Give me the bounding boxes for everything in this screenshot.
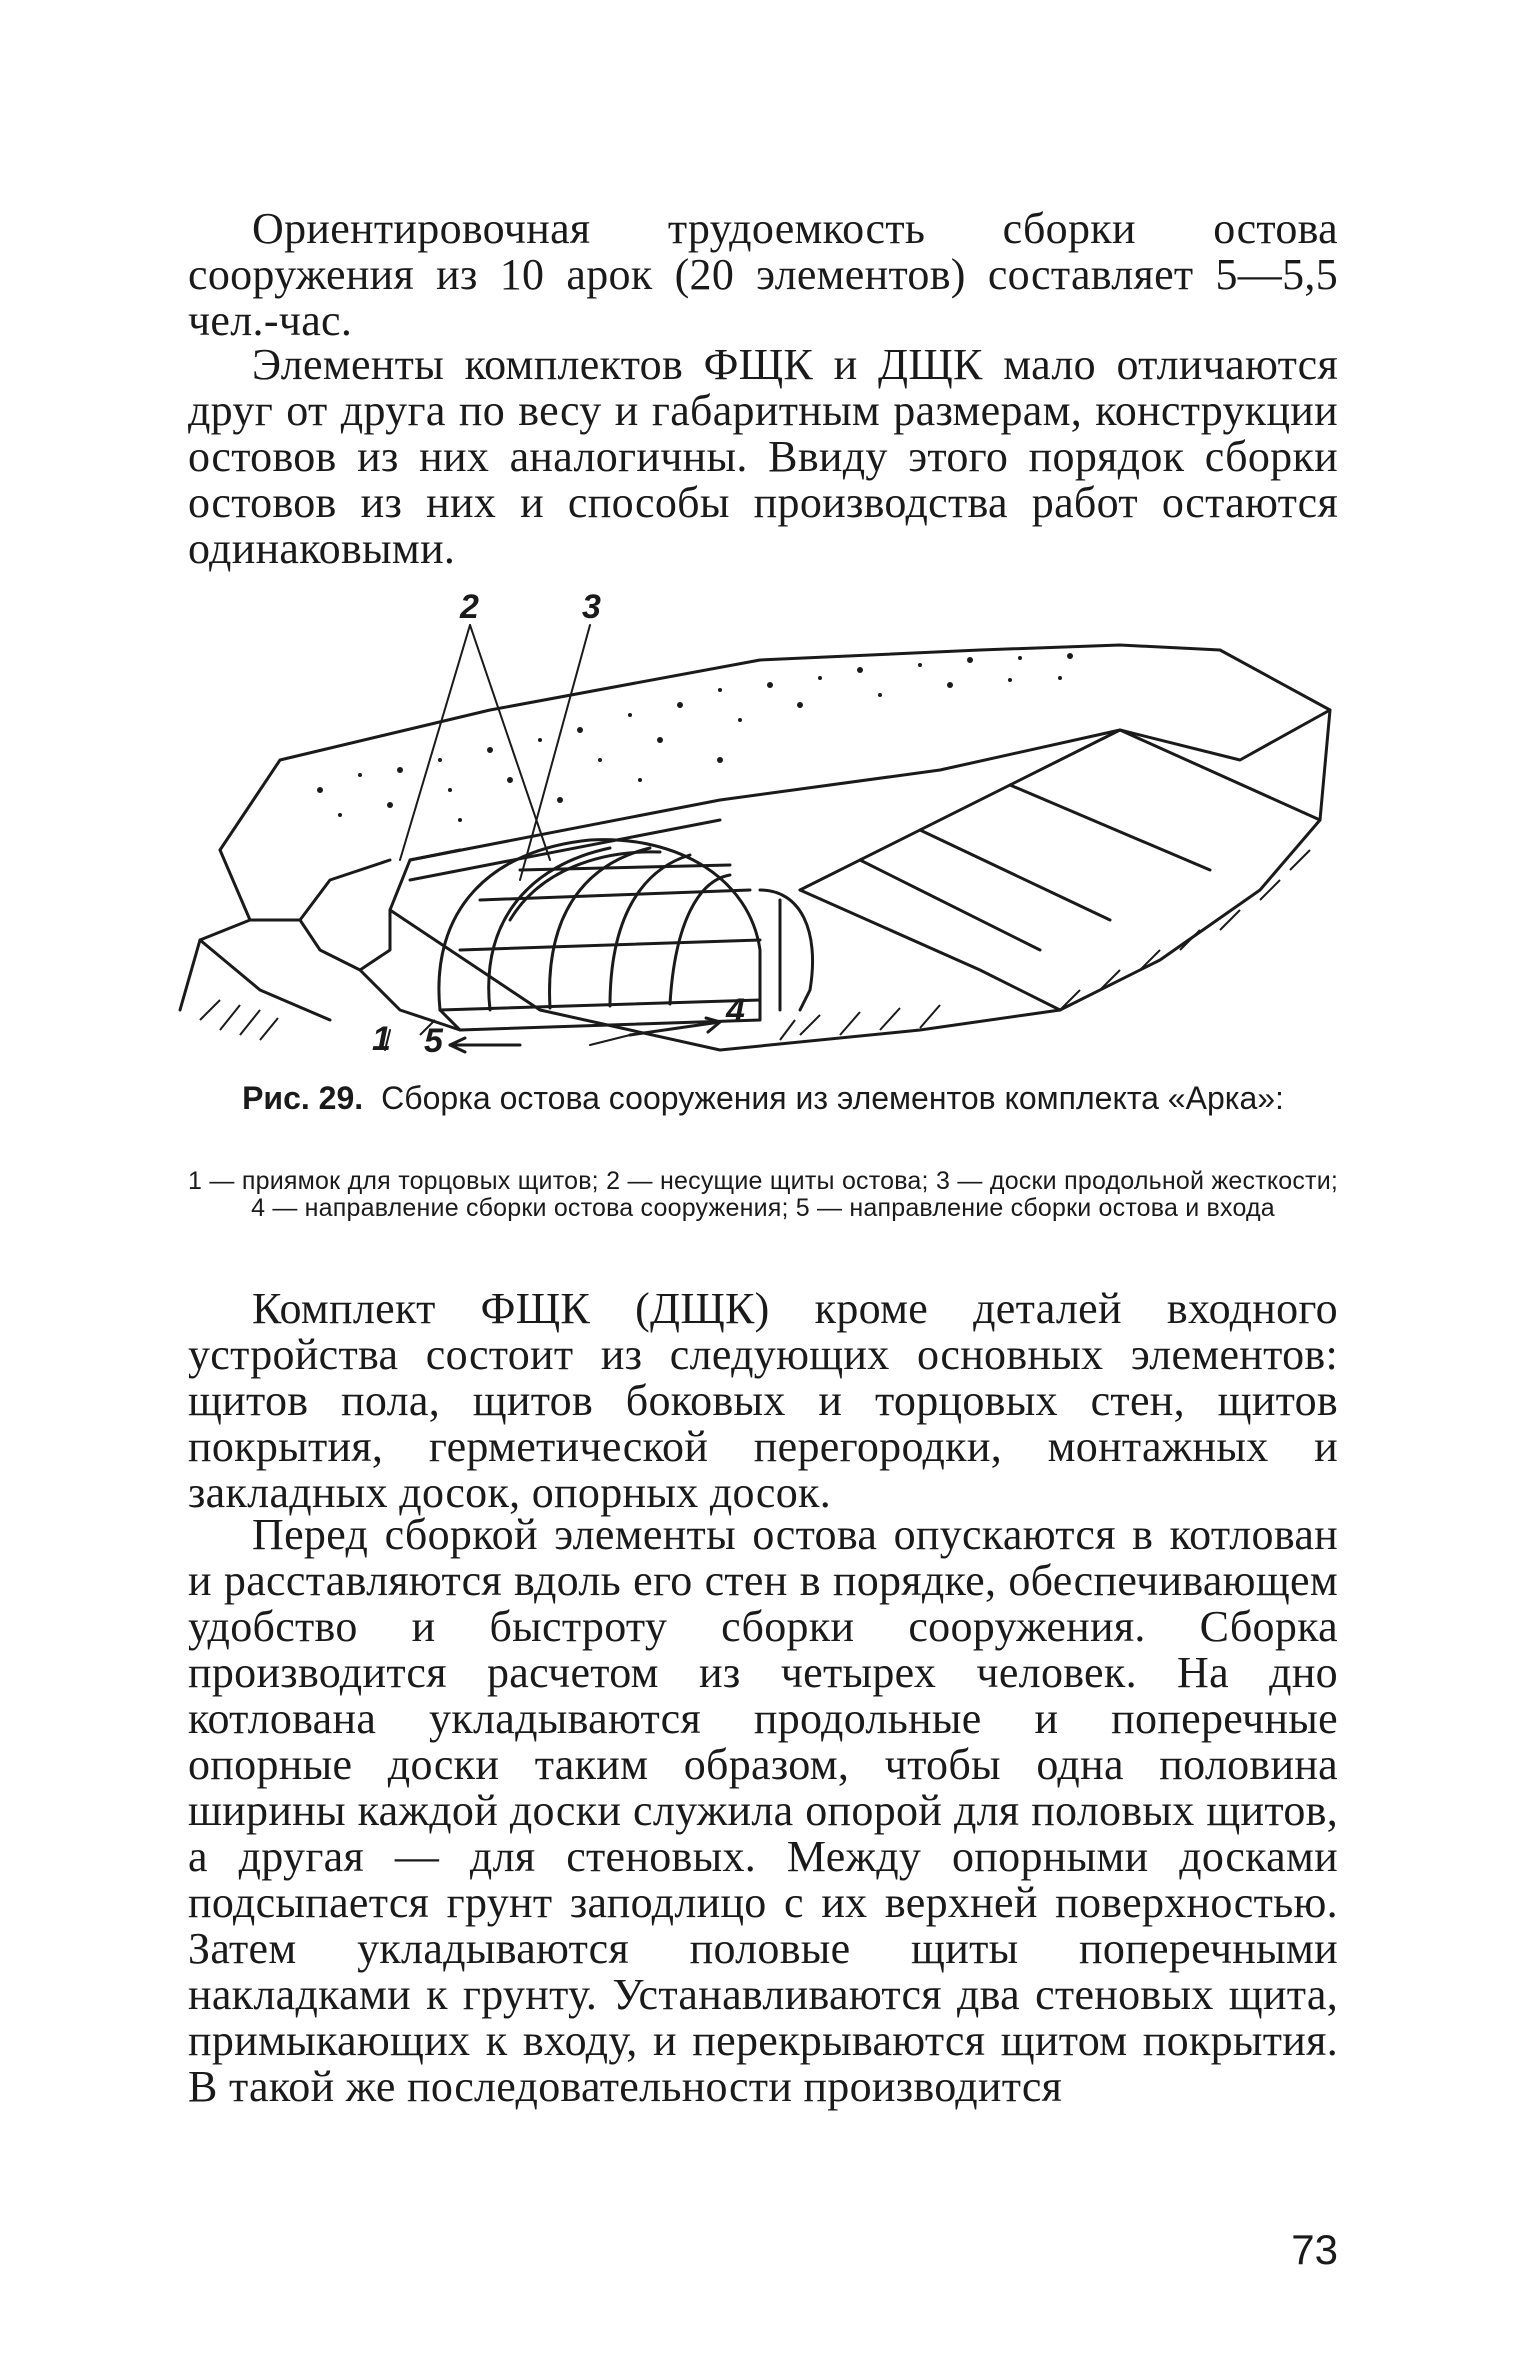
figure-arch-assembly <box>160 590 1360 1060</box>
figure-caption-text: Сборка остова сооружения из элементов комплекта «Арка»: <box>381 1080 1284 1116</box>
paragraph-kit-comparison: Элементы комплектов ФЩК и ДЩК мало отличаются друг от друга по весу и габаритным размерам, конструкции остовов из них аналогичны. Ввиду этого порядок сборки остовов из них и способы производства работ остаются одинаковыми. <box>188 340 1338 573</box>
leader-2b <box>470 625 550 860</box>
leader-2a <box>400 625 470 860</box>
label-4: 4 <box>726 992 745 1030</box>
paragraph-assembly-procedure: Перед сборкой элементы остова опускаются в котлован и расставляются вдоль его стен в порядке, обеспечивающем удобство и быстроту сборки сооружения. Сборка производится расчетом из четырех человек. На дно котлована укладываются продольные и поперечные опорные доски таким образом, чтобы одна половина ширины каждой доски служила опорой для половых щитов, а другая — для стеновых. Между опорными досками подсыпается грунт заподлицо с их верхней поверхностью. Затем укладываются половые щиты поперечными накладками к грунту. Устанавливаются два стеновых щита, примыкающих к входу, и перекрываются щитом покрытия. В такой же последовательности производится <box>188 1510 1338 2111</box>
figure-number: Рис. 29. <box>242 1080 364 1116</box>
label-1: 1 <box>372 1020 391 1058</box>
paragraph-labor-estimate: Ориентировочная трудоемкость сборки остова сооружения из 10 арок (20 элементов) составляет 5—5,5 чел.-час. <box>188 204 1338 345</box>
soil-mound <box>220 645 1330 1010</box>
label-5: 5 <box>424 1022 443 1060</box>
rigidity-boards <box>800 710 1330 890</box>
top-beam <box>410 730 1120 860</box>
arch-assembly-drawing <box>160 590 1360 1060</box>
paragraph-kit-components: Комплект ФЩК (ДЩК) кроме деталей входного устройства состоит из следующих основных элементов: щитов пола, щитов боковых и торцовых стен, щитов покрытия, герметической перегородки, монтажных и закладных досок, опорных досок. <box>188 1284 1338 1517</box>
label-2: 2 <box>460 588 479 626</box>
label-3: 3 <box>582 588 601 626</box>
figure-legend: 1 — приямок для торцовых щитов; 2 — несущие щиты остова; 3 — доски продольной жесткости; 4 — направление сборки остова сооружения; 5 — направление сборки остова и входа <box>188 1167 1338 1222</box>
figure-caption-title <box>188 1080 1338 1116</box>
page-number: 73 <box>1291 2226 1338 2273</box>
